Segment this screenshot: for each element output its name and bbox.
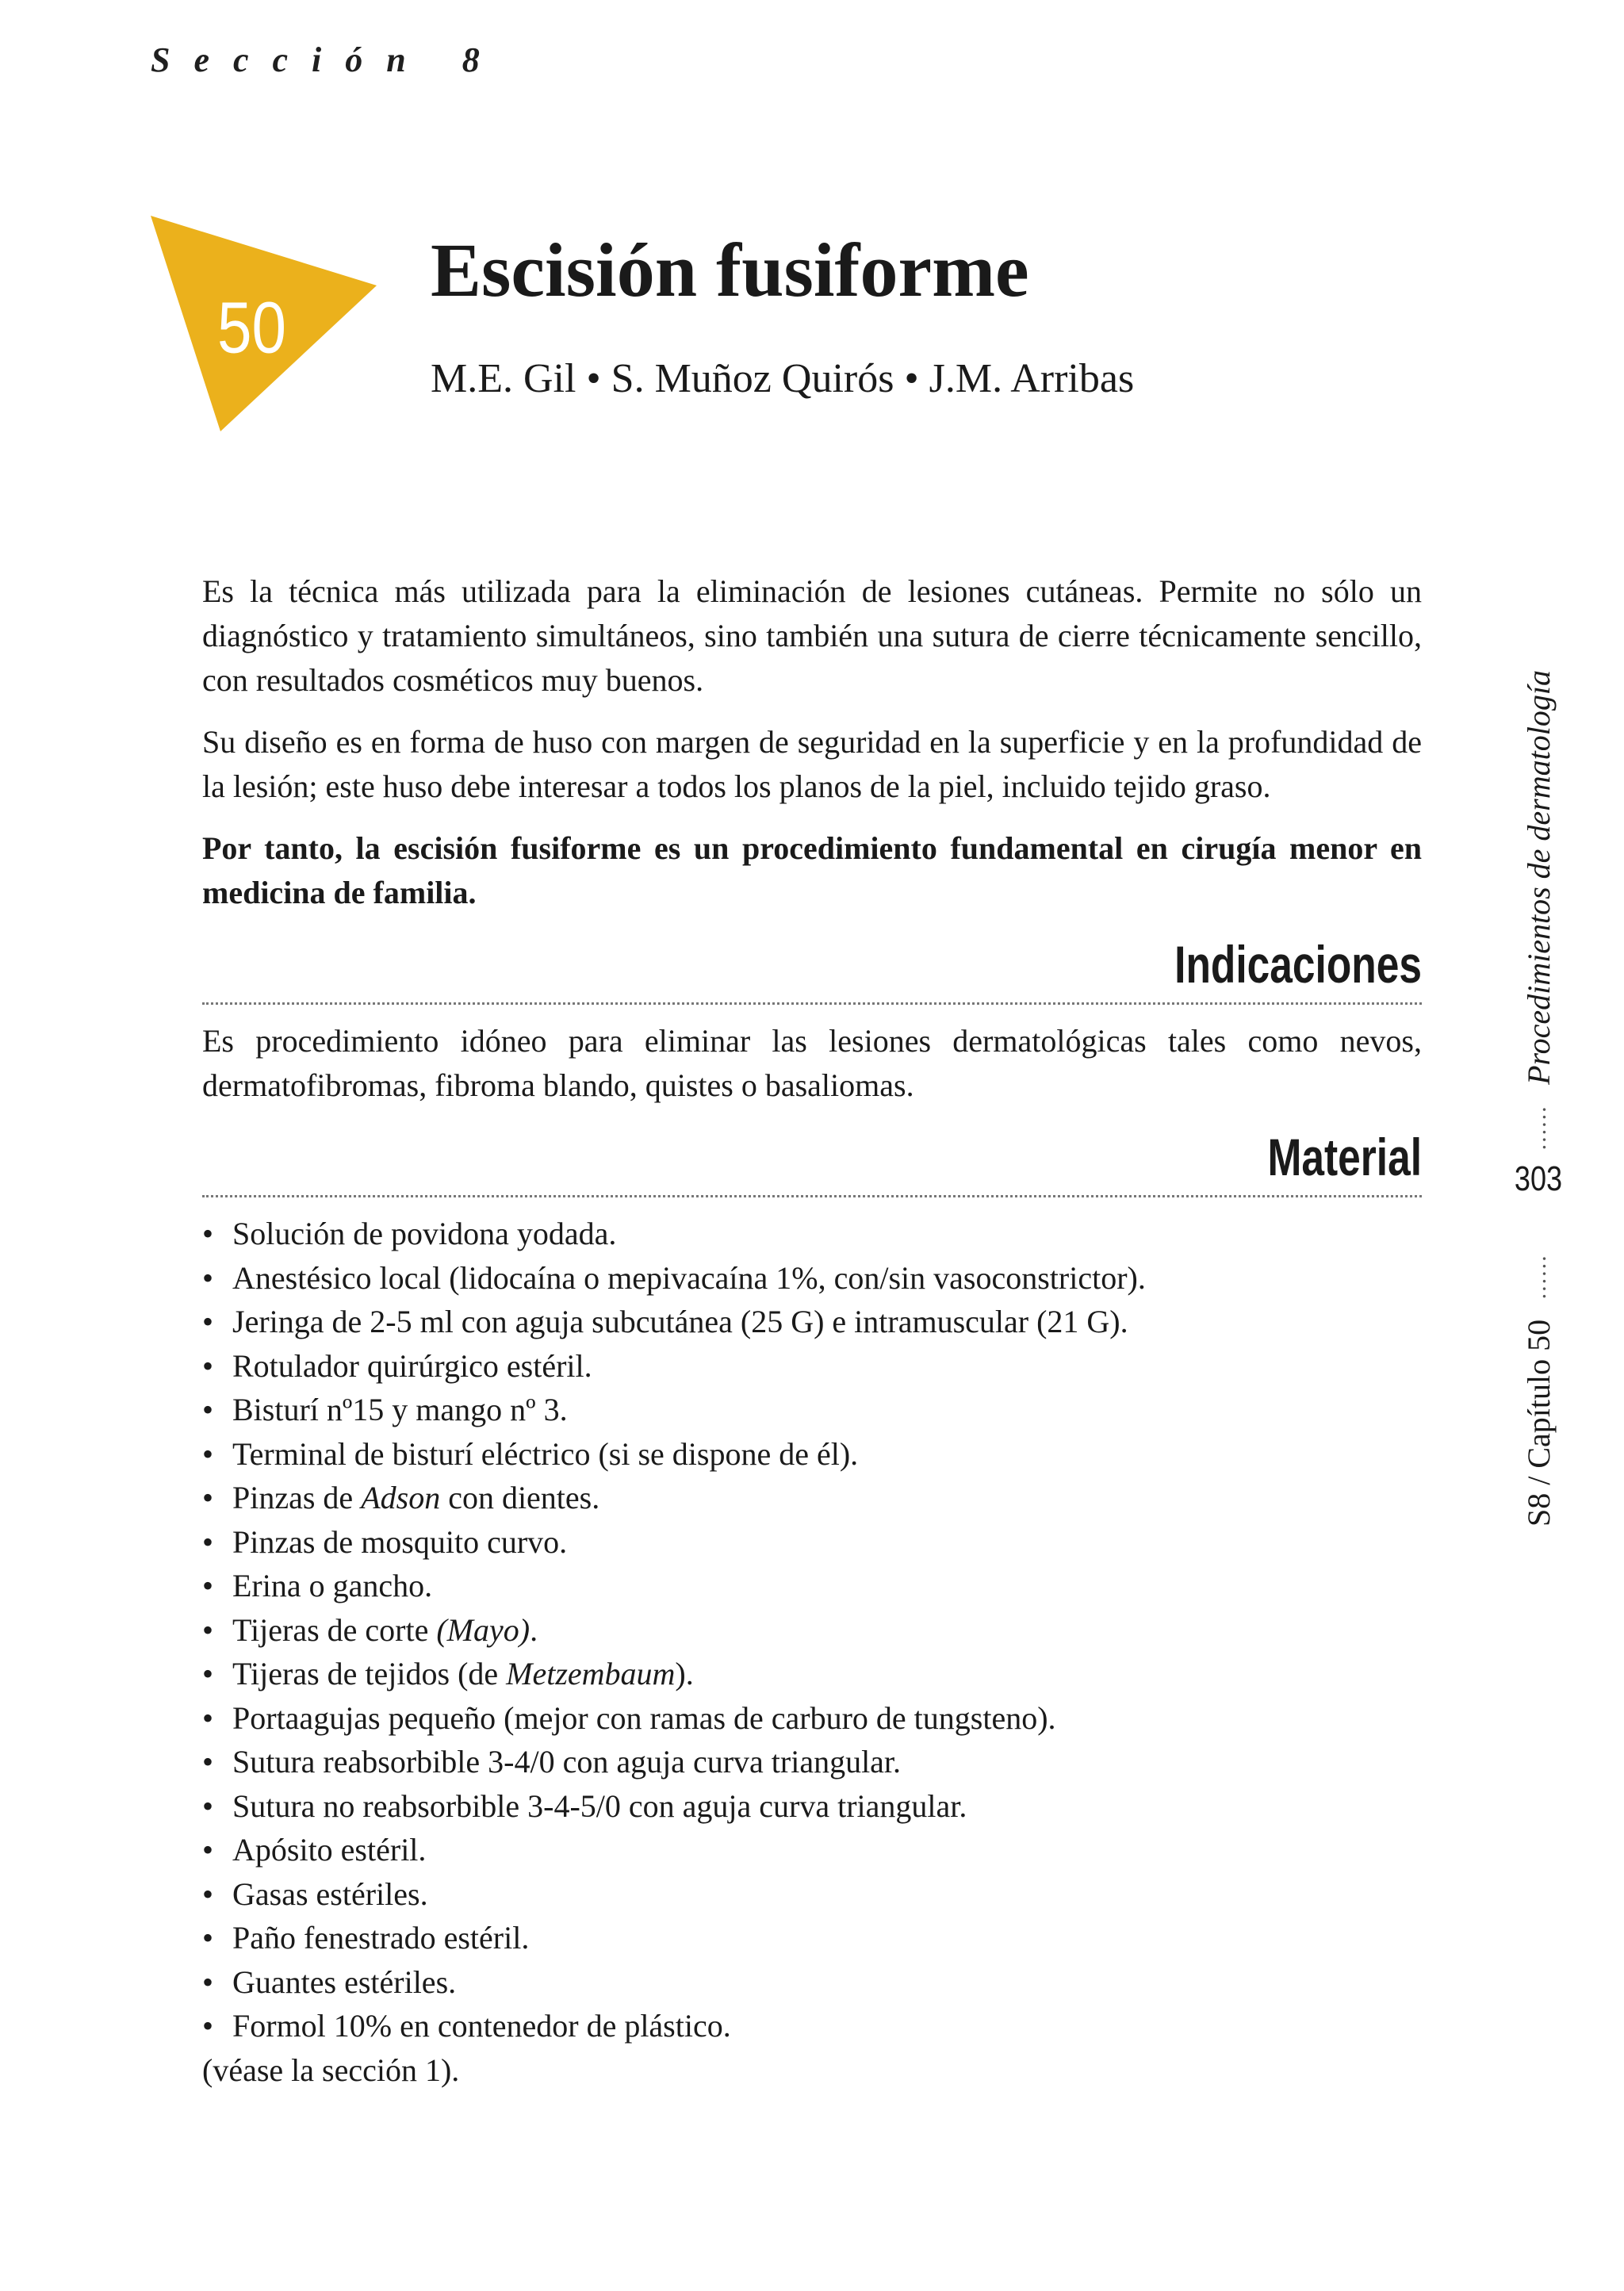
material-item-text-part: .: [530, 1611, 538, 1648]
material-item-text: Portaagujas pequeño (mejor con ramas de carburo de tungsteno).: [232, 1699, 1056, 1736]
bullet-icon: •: [202, 2008, 214, 2044]
material-item-text: Bisturí nº15 y mango nº 3.: [232, 1392, 568, 1427]
material-item-text-part: con dientes.: [440, 1480, 600, 1515]
page-number: 303: [1514, 1159, 1563, 1198]
material-item-text: Gasas estériles.: [232, 1875, 428, 1912]
bullet-icon: •: [202, 1875, 214, 1912]
material-item-text: Guantes estériles.: [232, 1963, 457, 2000]
chapter-triangle: [151, 216, 381, 431]
chapter-authors: M.E. Gil • S. Muñoz Quirós • J.M. Arribas: [431, 356, 1135, 401]
bullet-icon: •: [202, 1304, 214, 1339]
bullet-icon: •: [202, 1611, 214, 1648]
bullet-icon: •: [202, 1920, 214, 1956]
material-item-emphasis: Metzembaum: [506, 1656, 676, 1691]
material-item: [202, 1872, 1422, 1917]
bullet-icon: •: [202, 1392, 214, 1427]
material-item-text: Anestésico local (lidocaína o mepivacaína 1%, con/sin vasoconstrictor).: [232, 1259, 1146, 1296]
material-item-text: [232, 1656, 694, 1691]
material-item-text: Paño fenestrado estéril.: [232, 1920, 530, 1956]
sidebar-chapter-ref: S8 / Capítulo 50: [1520, 1319, 1557, 1527]
indicaciones-heading: Indicaciones: [1174, 935, 1422, 994]
chapter-title: Escisión fusiforme: [431, 228, 1029, 312]
running-sidebar: [1511, 670, 1566, 1527]
material-item: [202, 1476, 1422, 1520]
material-note: (véase la sección 1).: [202, 2052, 460, 2088]
chapter-number-badge: [151, 216, 381, 431]
sidebar-dots-2: ......: [1525, 1105, 1551, 1151]
material-item-text: Sutura no reabsorbible 3-4-5/0 con aguja curva triangular.: [232, 1787, 967, 1824]
bullet-icon: •: [202, 1832, 214, 1868]
sidebar-topic: Procedimientos de dermatología: [1520, 670, 1557, 1085]
intro-paragraph-3: Por tanto, la escisión fusiforme es un procedimiento fundamental en cirugía menor en medicina de familia.: [202, 830, 1422, 910]
material-item-text: [232, 1480, 599, 1515]
material-heading: Material: [1267, 1128, 1422, 1186]
material-item-text: Jeringa de 2-5 ml con aguja subcutánea (25 G) e intramuscular (21 G).: [232, 1304, 1128, 1339]
material-item-text: Pinzas de mosquito curvo.: [232, 1523, 568, 1560]
bullet-icon: •: [202, 1787, 214, 1824]
bullet-icon: •: [202, 1744, 214, 1780]
material-item: [202, 1256, 1422, 1301]
bullet-icon: •: [202, 1259, 214, 1296]
bullet-icon: •: [202, 1435, 214, 1472]
material-item-emphasis: Adson: [361, 1480, 441, 1515]
material-item: [202, 2004, 1422, 2048]
material-item: [202, 1784, 1422, 1829]
material-item-text-part: Tijeras de tejidos (de: [232, 1656, 507, 1691]
material-item: [202, 1388, 1422, 1432]
bullet-icon: •: [202, 1963, 214, 2000]
material-item-text: Terminal de bisturí eléctrico (si se dispone de él).: [232, 1435, 859, 1472]
material-item: [202, 1696, 1422, 1741]
section-header: Sección 8: [151, 40, 504, 79]
material-item: [202, 1344, 1422, 1389]
material-item: [202, 1300, 1422, 1344]
bullet-icon: •: [202, 1480, 214, 1515]
bullet-icon: •: [202, 1347, 214, 1384]
material-item-text: Erina o gancho.: [232, 1568, 433, 1603]
material-divider: [202, 1195, 1422, 1197]
chapter-number: 50: [217, 287, 286, 369]
material-item: [202, 1652, 1422, 1696]
intro-paragraph-1: Es la técnica más utilizada para la eliminación de lesiones cutáneas. Permite no sólo un diagnóstico y tratamiento simultáneos, sino también una sutura de cierre técnicamente sencillo, con resultados cosméticos muy buenos.: [202, 573, 1422, 698]
bullet-icon: •: [202, 1523, 214, 1560]
bullet-icon: •: [202, 1216, 214, 1251]
material-item-text: Apósito estéril.: [232, 1832, 427, 1868]
bullet-icon: •: [202, 1656, 214, 1691]
material-item: [202, 1916, 1422, 1960]
material-item-text: Rotulador quirúrgico estéril.: [232, 1347, 592, 1384]
material-item: [202, 1520, 1422, 1565]
main-content: [202, 569, 1422, 2092]
indicaciones-divider: [202, 1002, 1422, 1005]
material-list: [202, 1212, 1422, 2048]
material-item: [202, 1432, 1422, 1477]
material-item: [202, 1828, 1422, 1872]
material-item-text: Solución de povidona yodada.: [232, 1216, 617, 1251]
material-item: [202, 1960, 1422, 2005]
material-item-text-part: Pinzas de: [232, 1480, 362, 1515]
material-item-text: Sutura reabsorbible 3-4/0 con aguja curva triangular.: [232, 1744, 902, 1780]
material-item-text: [232, 1612, 538, 1648]
material-item: [202, 1212, 1422, 1256]
material-item-text-part: ).: [675, 1656, 694, 1691]
sidebar-dots: ......: [1525, 1254, 1551, 1300]
bullet-icon: •: [202, 1699, 214, 1736]
material-item-text-part: Tijeras de corte: [232, 1611, 437, 1648]
bullet-icon: •: [202, 1568, 214, 1603]
material-item-text: Formol 10% en contenedor de plástico.: [232, 2008, 731, 2044]
material-item: [202, 1608, 1422, 1653]
material-item: [202, 1740, 1422, 1784]
material-item-emphasis: (Mayo): [436, 1611, 530, 1648]
intro-paragraph-2: Su diseño es en forma de huso con margen de seguridad en la superficie y en la profundidad de la lesión; este huso debe interesar a todos los planos de la piel, incluido tejido graso.: [202, 724, 1422, 804]
indicaciones-text: Es procedimiento idóneo para eliminar las lesiones dermatológicas tales como nevos, dermatofibromas, fibroma blando, quistes o basaliomas.: [202, 1023, 1422, 1103]
material-item: [202, 1564, 1422, 1608]
